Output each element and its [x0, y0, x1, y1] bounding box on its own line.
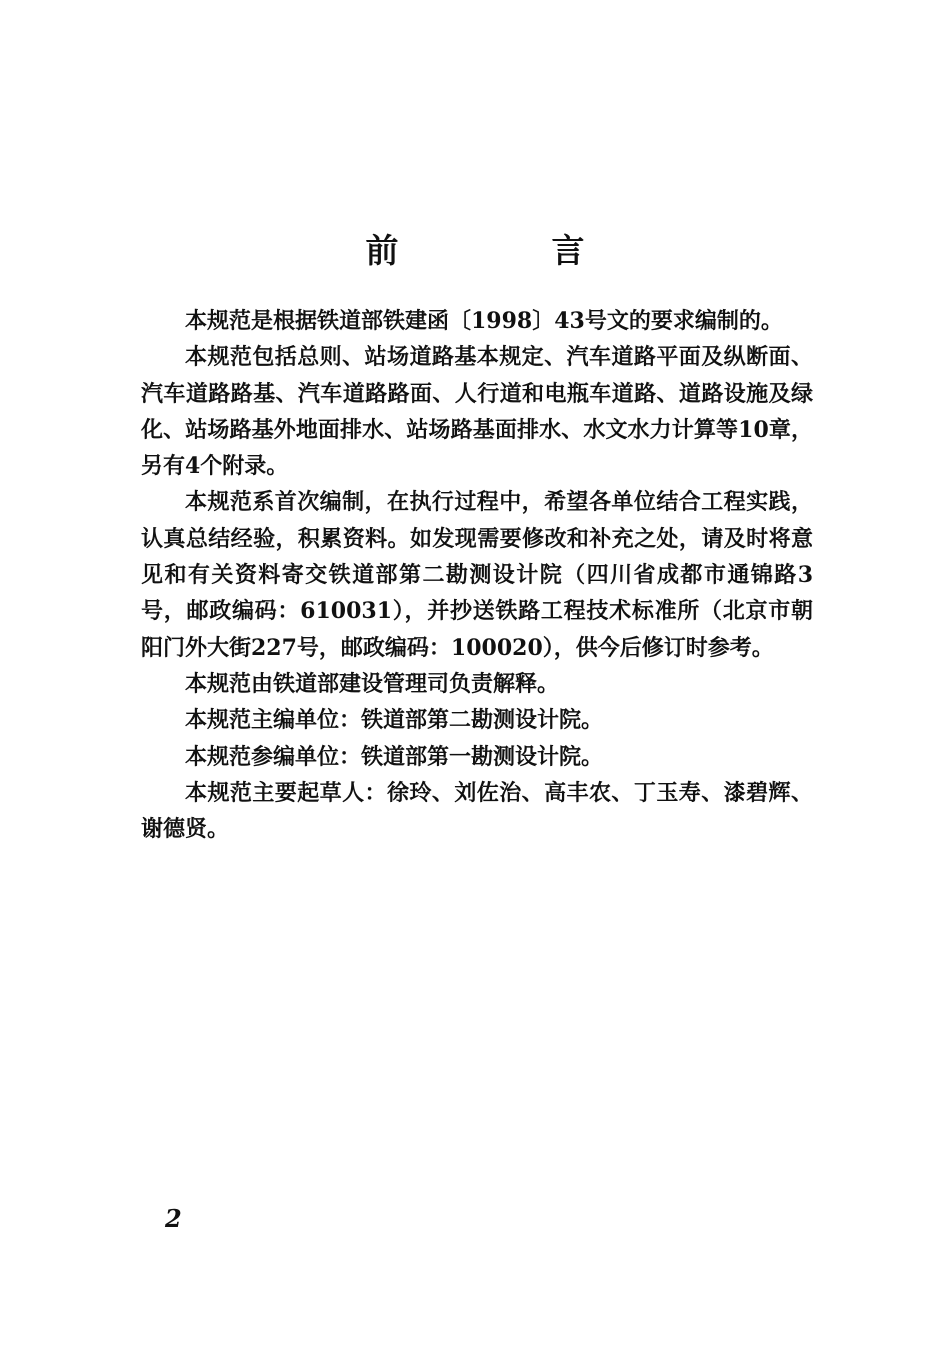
- paragraph-feedback: 本规范系首次编制，在执行过程中，希望各单位结合工程实践，认真总结经验，积累资料。如发现需要修改和补充之处，请及时将意见和有关资料寄交铁道部第二勘测设计院（四川省成都市通锦路3号，邮政编码：610031），并抄送铁路工程技术标准所（北京市朝阳门外大街227号，邮政编码：100020），供今后修订时参考。: [141, 489, 813, 661]
- paragraph-chief-editor: 本规范主编单位：铁道部第二勘测设计院。: [185, 707, 604, 734]
- page-number: 2: [165, 1204, 182, 1233]
- paragraph-interpretation: 本规范由铁道部建设管理司负责解释。: [185, 670, 560, 697]
- paragraph-participating-editor: 本规范参编单位：铁道部第一勘测设计院。: [185, 743, 604, 770]
- page-title: 前 言: [365, 231, 645, 270]
- paragraph-basis: 本规范是根据铁道部铁建函〔1998〕43号文的要求编制的。: [185, 308, 783, 334]
- preface-body: [141, 303, 813, 847]
- paragraph-drafters: 本规范主要起草人：徐玲、刘佐治、高丰农、丁玉寿、漆碧辉、谢德贤。: [141, 779, 813, 843]
- paragraph-contents: 本规范包括总则、站场道路基本规定、汽车道路平面及纵断面、汽车道路路基、汽车道路路面、人行道和电瓶车道路、道路设施及绿化、站场路基外地面排水、站场路基面排水、水文水力计算等10章，另有4个附录。: [141, 344, 813, 480]
